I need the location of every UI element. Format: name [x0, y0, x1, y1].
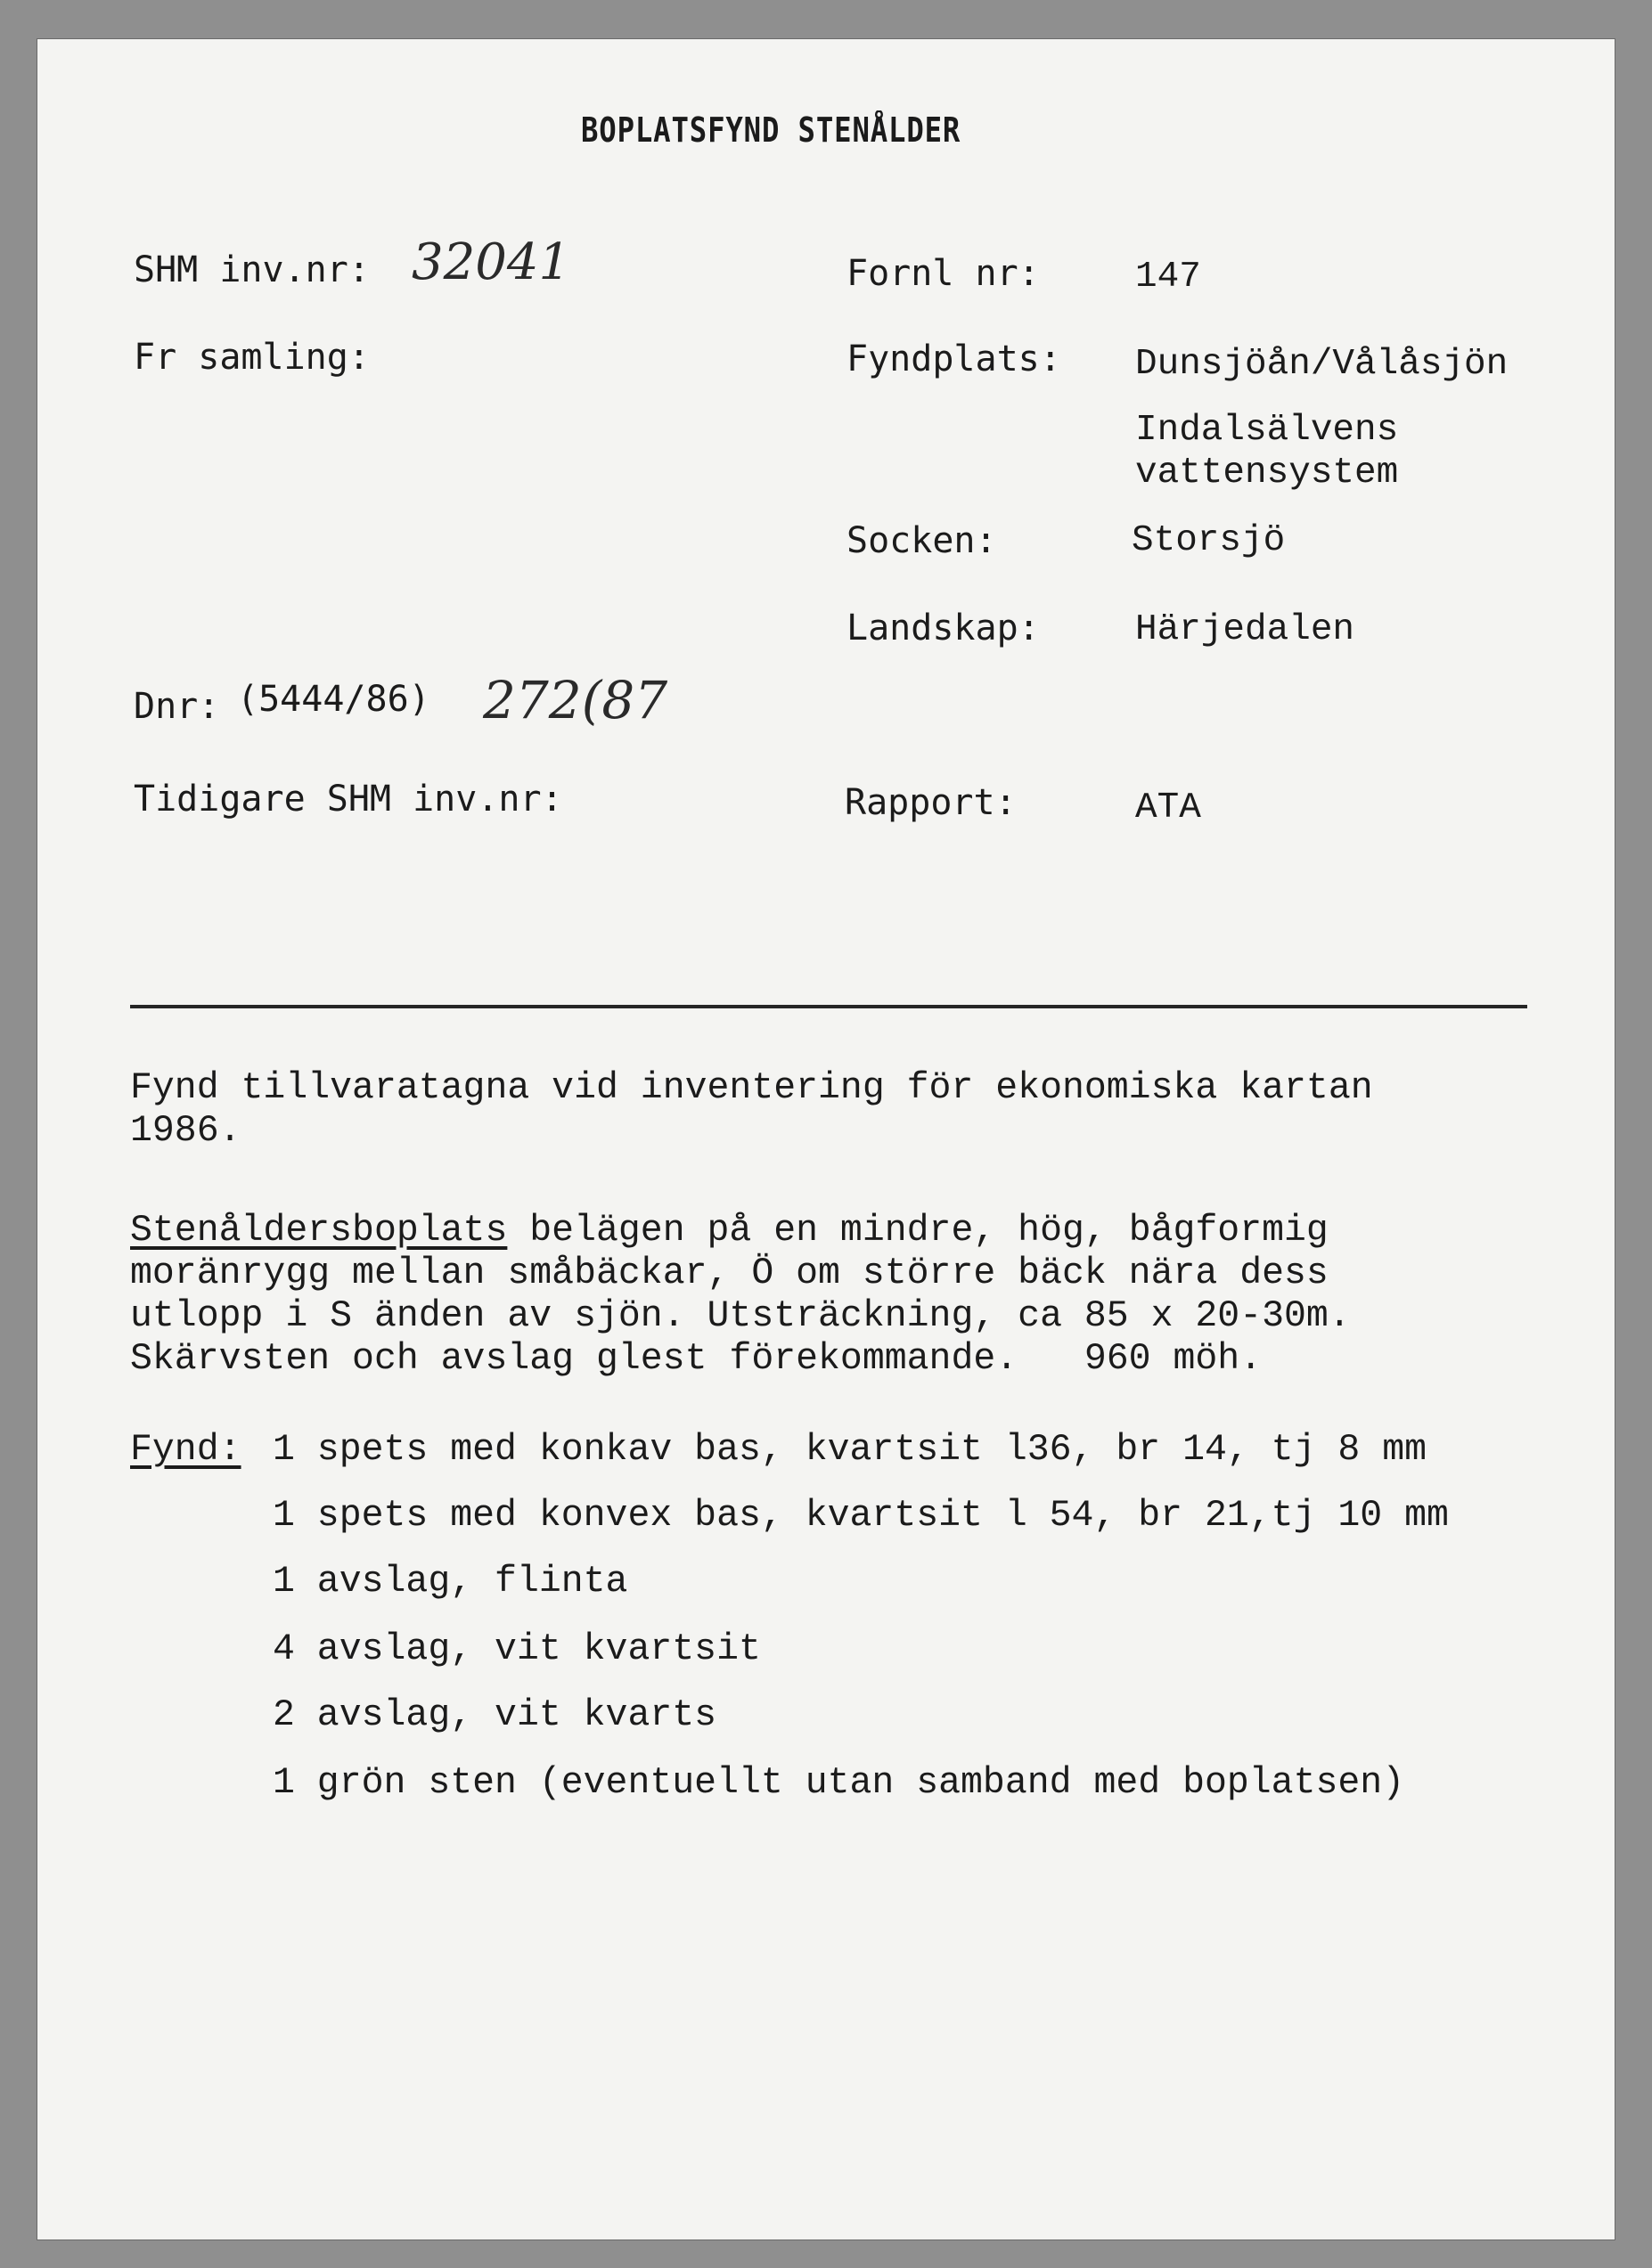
- find-item-1: 1 spets med konkav bas, kvartsit l36, br 14, tj 8 mm: [273, 1429, 1427, 1471]
- rapport-value: ATA: [1135, 787, 1201, 828]
- dnr-label: Dnr:: [134, 686, 220, 727]
- shm-inv-label: SHM inv.nr:: [134, 249, 370, 290]
- site-type-term: Stenåldersboplats: [130, 1210, 508, 1252]
- fyndplats-line3: vattensystem: [1135, 453, 1399, 494]
- socken-label: Socken:: [846, 520, 997, 561]
- fornl-label: Fornl nr:: [846, 253, 1040, 294]
- divider-line: [130, 1005, 1527, 1008]
- paragraph-2-line-1-rest: belägen på en mindre, hög, bågformig: [507, 1210, 1329, 1252]
- fyndplats-line2: Indalsälvens: [1135, 410, 1399, 451]
- paragraph-2-line-2: moränrygg mellan småbäckar, Ö om större bäck nära dess: [130, 1252, 1329, 1294]
- card-title: BOPLATSFYND STENÅLDER: [581, 110, 961, 150]
- fyndplats-value: Dunsjöån/Vålåsjön: [1135, 344, 1509, 385]
- paragraph-1-line-1: Fynd tillvaratagna vid inventering för ekonomiska kartan: [130, 1067, 1373, 1109]
- paragraph-2-line-4: Skärvsten och avslag glest förekommande. 960 möh.: [130, 1338, 1263, 1380]
- shm-inv-value: 32041: [412, 233, 571, 291]
- fynd-label: [130, 1429, 241, 1472]
- landskap-label: Landskap:: [846, 608, 1040, 649]
- fornl-value: 147: [1135, 257, 1201, 298]
- rapport-label: Rapport:: [845, 782, 1017, 823]
- fynd-label-text: Fynd:: [130, 1429, 241, 1471]
- find-item-2: 1 spets med konvex bas, kvartsit l 54, br 21,tj 10 mm: [273, 1495, 1449, 1537]
- socken-value: Storsjö: [1132, 520, 1286, 561]
- tidigare-label: Tidigare SHM inv.nr:: [134, 779, 563, 820]
- landskap-value: Härjedalen: [1135, 609, 1355, 650]
- dnr-value: (5444/86): [237, 679, 430, 720]
- paragraph-1-line-2: 1986.: [130, 1110, 241, 1152]
- paragraph-2-line-3: utlopp i S änden av sjön. Utsträckning, ca 85 x 20-30m.: [130, 1295, 1351, 1337]
- fyndplats-label: Fyndplats:: [846, 339, 1061, 379]
- fr-samling-label: Fr samling:: [134, 337, 370, 378]
- find-item-3: 1 avslag, flinta: [273, 1561, 628, 1603]
- index-card: [37, 39, 1615, 2239]
- dnr-handwritten: 272(87: [483, 670, 668, 730]
- find-item-4: 4 avslag, vit kvartsit: [273, 1628, 761, 1670]
- paragraph-2-line-1: [130, 1210, 1329, 1252]
- find-item-5: 2 avslag, vit kvarts: [273, 1694, 717, 1736]
- find-item-6: 1 grön sten (eventuellt utan samband med boplatsen): [273, 1762, 1405, 1804]
